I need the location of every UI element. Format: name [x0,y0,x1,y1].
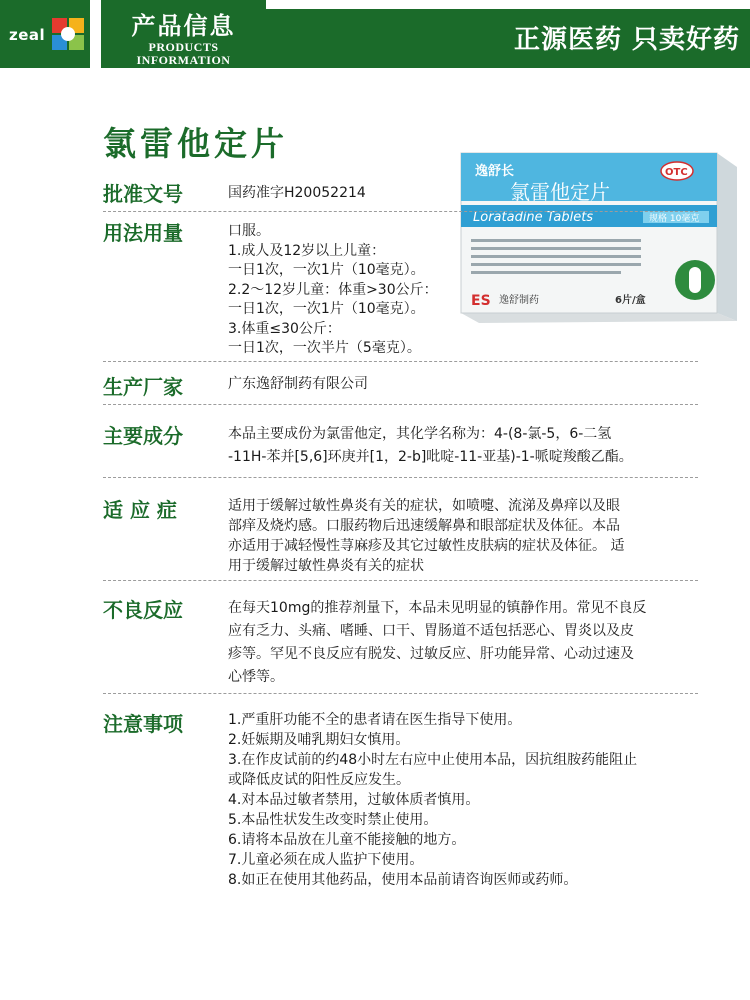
usage-line: 口服。 [228,223,270,239]
box-maker-name: 逸舒制药 [499,295,539,306]
precautions-line: 5.本品性状发生改变时禁止使用。 [228,812,438,828]
usage-line: 一日1次，一次1片（10毫克）。 [228,301,425,317]
box-otc-label: OTC [665,167,688,178]
usage-line: 一日1次，一次1片（10毫克）。 [228,262,425,278]
label-precautions: 注意事项 [103,712,183,736]
label-approval: 批准文号 [103,182,183,206]
divider [103,404,698,405]
page-header [0,0,750,68]
brand-logo[interactable] [0,0,90,68]
divider [103,693,698,694]
indications-line: 用于缓解过敏性鼻炎有关的症状 [228,558,424,574]
indications-line: 部痒及烧灼感。口服药物后迅速缓解鼻和眼部症状及体征。本品 [228,518,620,534]
adverse-line: 在每天10mg的推荐剂量下，本品未见明显的镇静作用。常见不良反 [228,600,647,616]
ingredients-line: 本品主要成份为氯雷他定，其化学名称为：4-(8-氯-5，6-二氢 [228,426,612,442]
precautions-line: 6.请将本品放在儿童不能接触的地方。 [228,832,466,848]
ingredients-body [228,423,708,469]
badge-title: 产品信息 [131,12,236,40]
box-count: 6片/盒 [615,295,646,306]
usage-line: 1.成人及12岁以上儿童： [228,242,386,259]
usage-line: 3.体重≤30公斤： [228,320,341,337]
box-en-name: Loratadine Tablets [473,210,594,225]
adverse-line: 应有乏力、头痛、嗜睡、口干、胃肠道不适包括恶心、胃炎以及皮 [228,623,634,639]
precautions-line: 1.严重肝功能不全的患者请在医生指导下使用。 [228,712,522,728]
approval-number: 国药准字H20052214 [228,185,366,201]
approval-body [228,183,708,203]
badge-subtitle-2: INFORMATION [136,53,231,67]
adverse-body [228,597,708,689]
precautions-line: 3.在作皮试前的约48小时左右应中止使用本品，因抗组胺药能阻止 [228,752,638,768]
label-manufacturer: 生产厂家 [103,375,183,399]
slogan-text: 正源医药 只卖好药 [513,25,740,55]
manufacturer-body [228,374,708,394]
product-title: 氯雷他定片 [103,124,288,163]
usage-body [228,222,708,359]
label-adverse: 不良反应 [103,598,183,622]
indications-line: 亦适用于减轻慢性荨麻疹及其它过敏性皮肤病的症状及体征。 适 [228,538,625,554]
manufacturer-name: 广东逸舒制药有限公司 [228,376,368,392]
divider [103,361,698,362]
usage-line: 一日1次，一次半片（5毫克）。 [228,340,421,356]
divider [103,211,698,212]
label-ingredients: 主要成分 [103,424,183,448]
divider [103,477,698,478]
ingredients-line: -11H-苯并[5,6]环庚并[1，2-b]吡啶-11-亚基)-1-哌啶羧酸乙酯。 [228,449,633,465]
precautions-line: 2.妊娠期及哺乳期妇女慎用。 [228,732,410,748]
badge-subtitle-1: PRODUCTS [148,40,219,54]
label-indications: 适 应 症 [103,498,177,522]
adverse-line: 心悸等。 [228,669,284,685]
product-info-badge [101,0,266,68]
logo-text: zeal [9,26,46,44]
precautions-line: 4.对本品过敏者禁用，过敏体质者慎用。 [228,792,480,808]
box-spec: 规格 10毫克 [649,214,700,224]
box-brand: 逸舒长 [475,164,515,179]
divider [103,580,698,581]
usage-line: 2.2～12岁儿童：体重>30公斤： [228,281,438,298]
slogan-bar [266,9,750,68]
box-cn-name: 氯雷他定片 [510,180,610,204]
box-maker-logo: ES [471,293,491,309]
precautions-line: 7.儿童必须在成人监护下使用。 [228,852,424,868]
indications-line: 适用于缓解过敏性鼻炎有关的症状，如喷嚏、流涕及鼻痒以及眼 [228,498,620,514]
precautions-line: 8.如正在使用其他药品，使用本品前请咨询医师或药师。 [228,872,578,888]
precautions-line: 或降低皮试的阳性反应发生。 [228,772,410,788]
logo-puzzle-icon [50,16,86,52]
label-usage: 用法用量 [103,221,183,245]
adverse-line: 疹等。罕见不良反应有脱发、过敏反应、肝功能异常、心动过速及 [228,646,634,662]
precautions-body [228,710,708,890]
indications-body [228,496,708,576]
